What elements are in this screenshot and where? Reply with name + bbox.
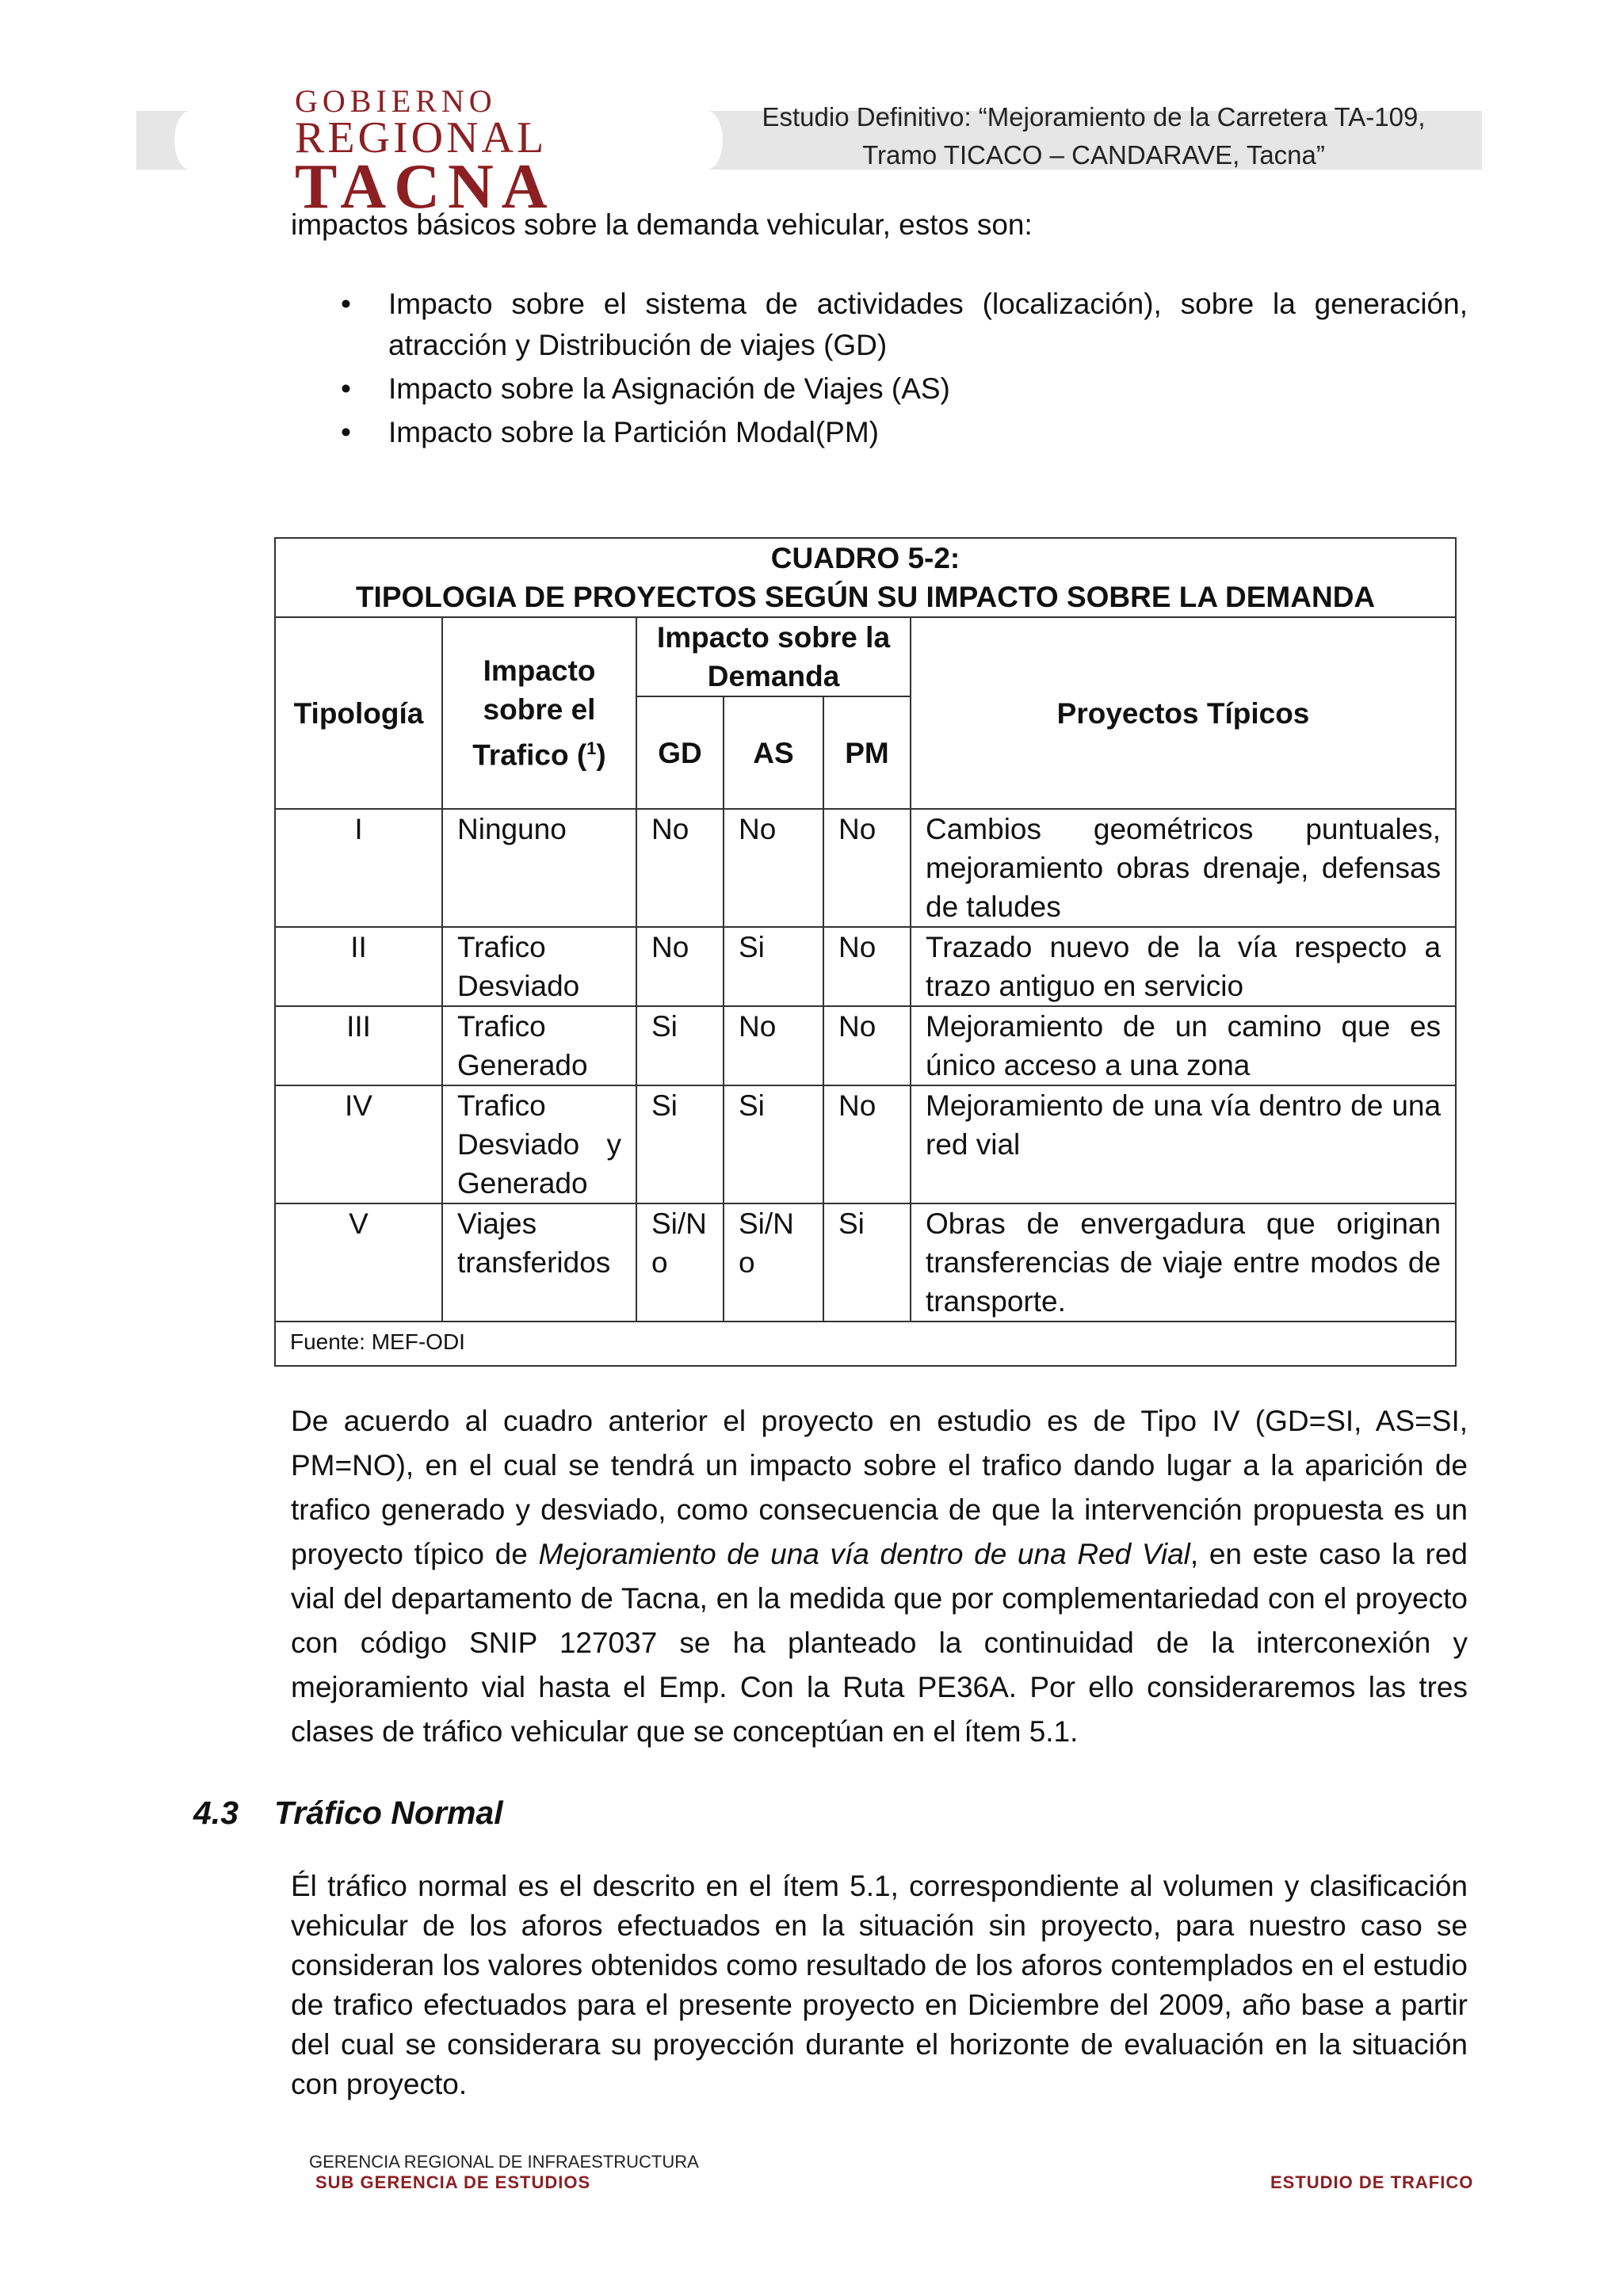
cell-proyecto: Obras de envergadura que originan transferencias de viaje entre modos de transporte. xyxy=(911,1203,1456,1322)
header-as: AS xyxy=(724,696,823,809)
table-row xyxy=(275,1203,1456,1322)
cell-as: Si xyxy=(724,1085,823,1203)
cell-as: No xyxy=(724,1006,823,1085)
cell-impacto: Viajes transferidos xyxy=(442,1203,636,1322)
table-row xyxy=(275,927,1456,1006)
cell-pm: No xyxy=(823,809,911,927)
cell-impacto: Ninguno xyxy=(442,809,636,927)
table-caption-line-2: TIPOLOGIA DE PROYECTOS SEGÚN SU IMPACTO SOBRE LA DEMANDA xyxy=(355,581,1376,613)
cell-pm: No xyxy=(823,1006,911,1085)
section-title: Tráfico Normal xyxy=(274,1794,503,1831)
table-row xyxy=(275,1006,1456,1085)
cell-proyecto: Mejoramiento de un camino que es único acceso a una zona xyxy=(911,1006,1456,1085)
header-impacto-trafico-text: Impacto sobre el Trafico ( xyxy=(472,654,596,772)
bullet-item xyxy=(341,368,1468,410)
header-title xyxy=(713,98,1474,174)
header-title-line-1: Estudio Definitivo: “Mejoramiento de la Carretera TA-109, xyxy=(762,102,1426,132)
logo-line-3: TACNA xyxy=(295,152,556,222)
cell-proyecto: Cambios geométricos puntuales, mejoramiento obras drenaje, defensas de taludes xyxy=(911,809,1456,927)
logo-line-1: GOBIERNO xyxy=(295,83,497,119)
cell-tipo: I xyxy=(275,809,442,927)
footer-section: ESTUDIO DE TRAFICO xyxy=(1270,2172,1474,2192)
cell-pm: Si xyxy=(823,1203,911,1322)
footer-org: GERENCIA REGIONAL DE INFRAESTRUCTURA xyxy=(309,2152,699,2172)
cell-proyecto: Mejoramiento de una vía dentro de una red vial xyxy=(911,1085,1456,1203)
cell-gd: Si xyxy=(636,1085,724,1203)
table-row xyxy=(275,809,1456,927)
table-source-row xyxy=(275,1322,1456,1366)
bullet-text: Impacto sobre el sistema de actividades (localización), sobre la generación, atracción y Distribución de viajes (GD) xyxy=(388,288,1468,361)
cell-as: Si/No xyxy=(724,1203,823,1322)
header-impacto-demanda: Impacto sobre la Demanda xyxy=(636,617,911,696)
cell-gd: No xyxy=(636,927,724,1006)
cell-pm: No xyxy=(823,1085,911,1203)
cell-gd: Si/No xyxy=(636,1203,724,1322)
header-proyectos: Proyectos Típicos xyxy=(911,617,1456,809)
bullet-dot-icon: • xyxy=(341,372,351,405)
header-pm: PM xyxy=(823,696,911,809)
header-title-line-2: Tramo TICACO – CANDARAVE, Tacna” xyxy=(862,140,1325,170)
cell-tipo: IV xyxy=(275,1085,442,1203)
analysis-text-end: , en este caso la red vial del departamento de Tacna, en la medida que por complementariedad con el proyecto con código SNIP 127037 se ha planteado la continuidad de la interconexión y mejoramiento vial hasta el Emp. Con la Ruta PE36A. Por ello consideraremos las tres clases de tráfico vehicular que se conceptúan en el ítem 5.1. xyxy=(291,1538,1468,1748)
cell-gd: Si xyxy=(636,1006,724,1085)
cell-pm: No xyxy=(823,927,911,1006)
bullet-text: Impacto sobre la Asignación de Viajes (AS) xyxy=(388,372,950,405)
bullet-dot-icon: • xyxy=(341,288,351,320)
cell-impacto: Trafico Generado xyxy=(442,1006,636,1085)
footer-sub: SUB GERENCIA DE ESTUDIOS xyxy=(315,2172,591,2192)
cell-proyecto: Trazado nuevo de la vía respecto a trazo antiguo en servicio xyxy=(911,927,1456,1006)
cuadro-5-2-table xyxy=(274,537,1457,1367)
analysis-text-italic: Mejoramiento de una vía dentro de una Red Vial xyxy=(538,1538,1190,1570)
gobierno-regional-tacna-logo xyxy=(295,83,612,222)
section-number: 4.3 xyxy=(193,1794,239,1831)
cell-as: No xyxy=(724,809,823,927)
cell-tipo: II xyxy=(275,927,442,1006)
analysis-paragraph xyxy=(291,1399,1468,1754)
table-caption-line-1: CUADRO 5-2: xyxy=(770,542,960,574)
cell-impacto: Trafico Desviado y Generado xyxy=(442,1085,636,1203)
cell-tipo: V xyxy=(275,1203,442,1322)
table-caption xyxy=(275,538,1456,617)
bullet-item xyxy=(341,284,1468,366)
bullet-dot-icon: • xyxy=(341,416,351,448)
header-left-notch xyxy=(174,111,206,170)
logo-line-2: REGIONAL xyxy=(295,113,548,162)
intro-text: impactos básicos sobre la demanda vehicular, estos son: xyxy=(291,208,1033,241)
cell-gd: No xyxy=(636,809,724,927)
section-heading xyxy=(193,1791,503,1835)
trafico-normal-paragraph: Él tráfico normal es el descrito en el ítem 5.1, correspondiente al volumen y clasificación vehicular de los aforos efectuados en la situación sin proyecto, para nuestro caso se consideran los valores obtenidos como resultado de los aforos contemplados en el estudio de trafico efectuados para el presente proyecto en Diciembre del 2009, año base a partir del cual se considerara su proyección durante el horizonte de evaluación en la situación con proyecto. xyxy=(291,1870,1468,2100)
header-tipologia: Tipología xyxy=(275,617,442,809)
table-header-row xyxy=(275,617,1456,696)
bullet-item xyxy=(341,412,1468,453)
cell-tipo: III xyxy=(275,1006,442,1085)
header-impacto-trafico-close: ) xyxy=(596,738,606,772)
bullet-text: Impacto sobre la Partición Modal(PM) xyxy=(388,416,879,448)
table-source: Fuente: MEF-ODI xyxy=(275,1322,1456,1366)
footnote-marker: 1 xyxy=(586,738,597,759)
cell-impacto: Trafico Desviado xyxy=(442,927,636,1006)
header-impacto-trafico xyxy=(442,617,636,809)
header-gd: GD xyxy=(636,696,724,809)
table-row xyxy=(275,1085,1456,1203)
cell-as: Si xyxy=(724,927,823,1006)
table-caption-row xyxy=(275,538,1456,617)
analysis-text-start: De acuerdo al cuadro anterior el proyecto en estudio es de Tipo IV (GD=SI, AS=SI, PM=NO), en el cual se tendrá un impacto sobre el trafico dando lugar a la aparición de trafico generado y desviado, como consecuencia de que la intervención propuesta es un proyecto típico de xyxy=(291,1405,1468,1570)
impact-bullet-list xyxy=(341,284,1468,456)
